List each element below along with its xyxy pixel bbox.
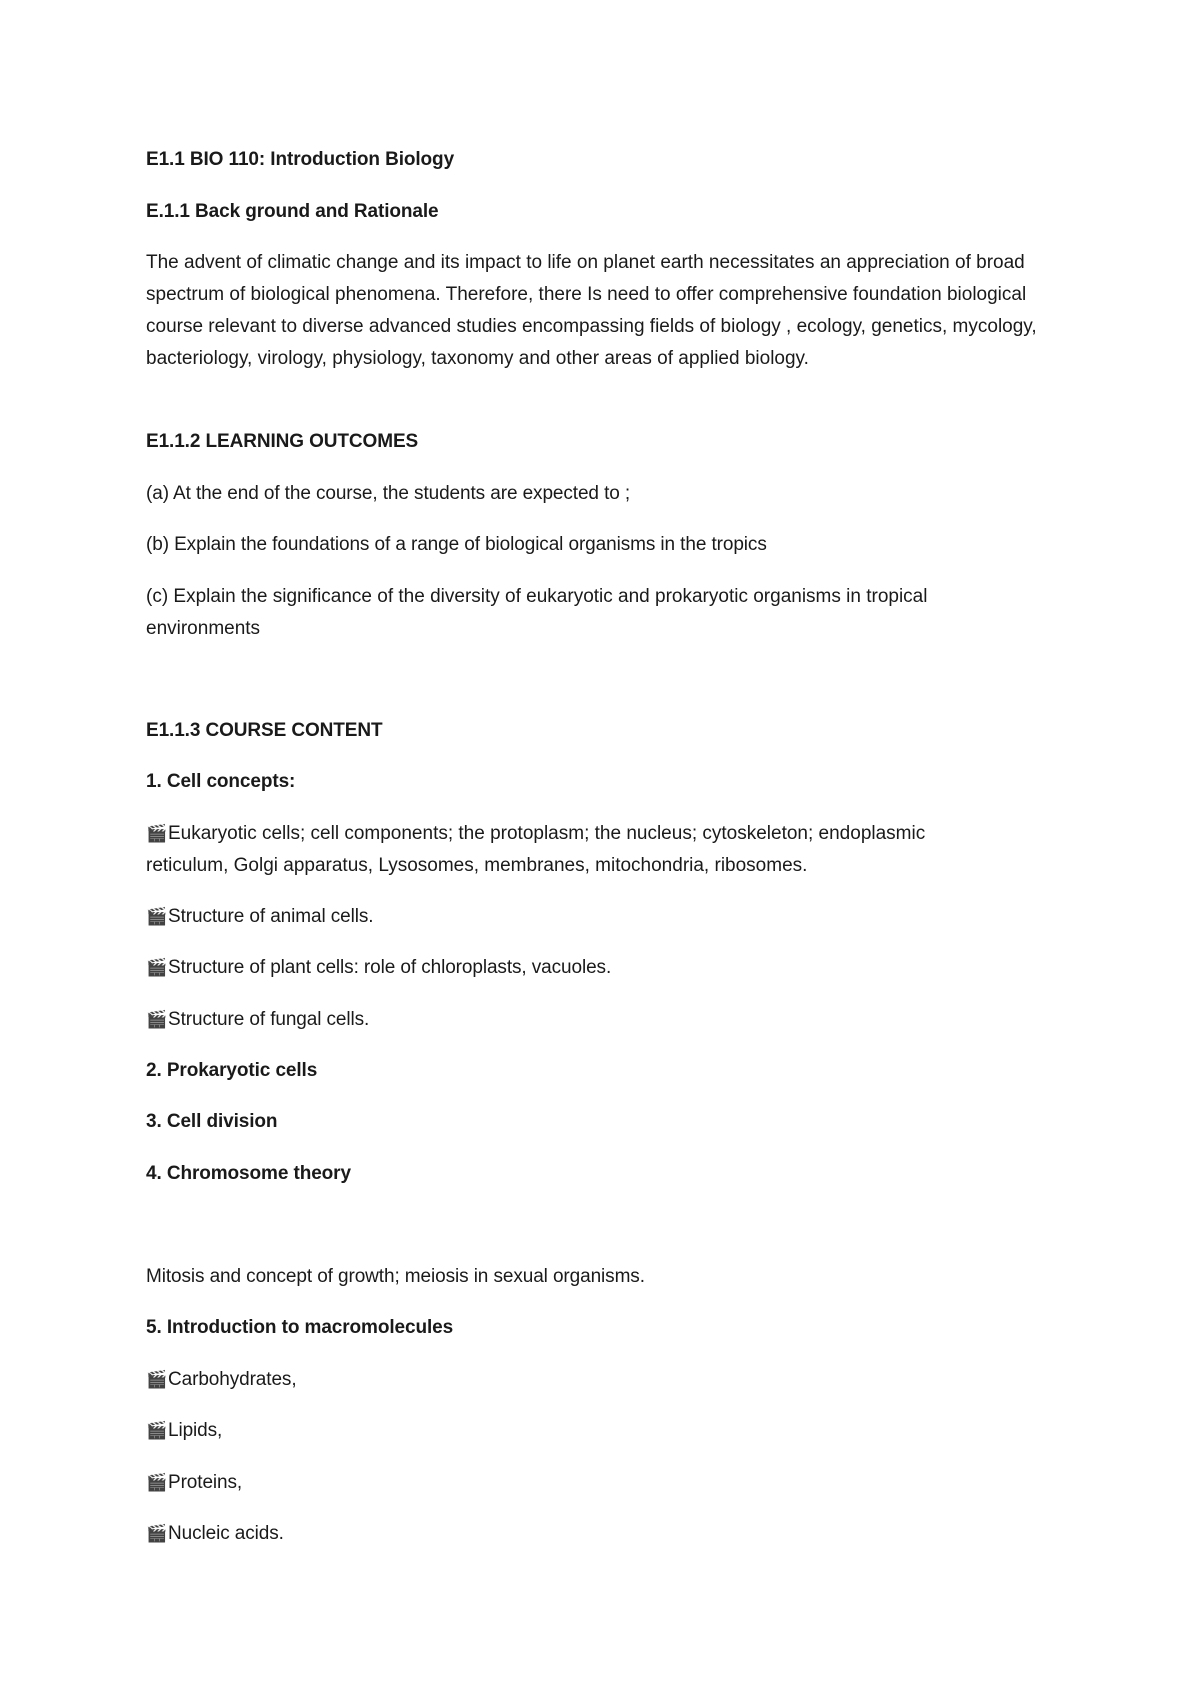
background-heading: E.1.1 Back ground and Rationale	[146, 201, 439, 222]
section5-heading: 5. Introduction to macromolecules	[146, 1317, 454, 1338]
document-page	[146, 0, 1066, 1698]
bullet-icon: 🎬	[146, 1421, 168, 1440]
bullet-text: Structure of fungal cells.	[168, 1009, 370, 1030]
outcome-a: (a) At the end of the course, the students are expected to ;	[146, 483, 631, 504]
bullet-text: Structure of plant cells: role of chloroplasts, vacuoles.	[168, 957, 612, 978]
bullet-icon: 🎬	[146, 907, 168, 926]
bullet-item	[146, 818, 1006, 882]
bullet-item	[146, 1467, 242, 1499]
bullet-text: Carbohydrates,	[168, 1369, 297, 1390]
section4-heading: 4. Chromosome theory	[146, 1163, 351, 1184]
bullet-item	[146, 1415, 222, 1447]
bullet-icon: 🎬	[146, 1370, 168, 1389]
bullet-item	[146, 901, 373, 933]
outcomes-heading: E1.1.2 LEARNING OUTCOMES	[146, 431, 419, 452]
bullet-item	[146, 1364, 297, 1396]
bullet-icon: 🎬	[146, 1010, 168, 1029]
mitosis-text: Mitosis and concept of growth; meiosis in sexual organisms.	[146, 1266, 645, 1287]
outcome-c: (c) Explain the significance of the diversity of eukaryotic and prokaryotic organisms in tropical environments	[146, 586, 928, 639]
bullet-text: Eukaryotic cells; cell components; the protoplasm; the nucleus; cytoskeleton; endoplasmic reticulum, Golgi apparatus, Lysosomes, membranes, mitochondria, ribosomes.	[146, 823, 926, 876]
bullet-item	[146, 1004, 369, 1036]
section2-heading: 2. Prokaryotic cells	[146, 1060, 318, 1081]
content-heading: E1.1.3 COURSE CONTENT	[146, 720, 383, 741]
bullet-text: Nucleic acids.	[168, 1523, 284, 1544]
bullet-icon: 🎬	[146, 1473, 168, 1492]
section1-heading: 1. Cell concepts:	[146, 771, 296, 792]
bullet-text: Structure of animal cells.	[168, 906, 374, 927]
bullet-item	[146, 1518, 284, 1550]
bullet-text: Proteins,	[168, 1472, 243, 1493]
bullet-icon: 🎬	[146, 824, 168, 843]
document-title: E1.1 BIO 110: Introduction Biology	[146, 149, 455, 170]
bullet-icon: 🎬	[146, 958, 168, 977]
bullet-icon: 🎬	[146, 1524, 168, 1543]
section3-heading: 3. Cell division	[146, 1111, 278, 1132]
outcome-b: (b) Explain the foundations of a range of biological organisms in the tropics	[146, 534, 767, 555]
bullet-item	[146, 952, 611, 984]
bullet-text: Lipids,	[168, 1420, 223, 1441]
background-paragraph: The advent of climatic change and its impact to life on planet earth necessitates an appreciation of broad spectrum of biological phenomena. Therefore, there Is need to offer comprehensive foundation biological course relevant to diverse advanced studies encompassing fields of biology , ecology, genetics, mycology, bacteriology, virology, physiology, taxonomy and other areas of applied biology.	[146, 252, 1037, 369]
